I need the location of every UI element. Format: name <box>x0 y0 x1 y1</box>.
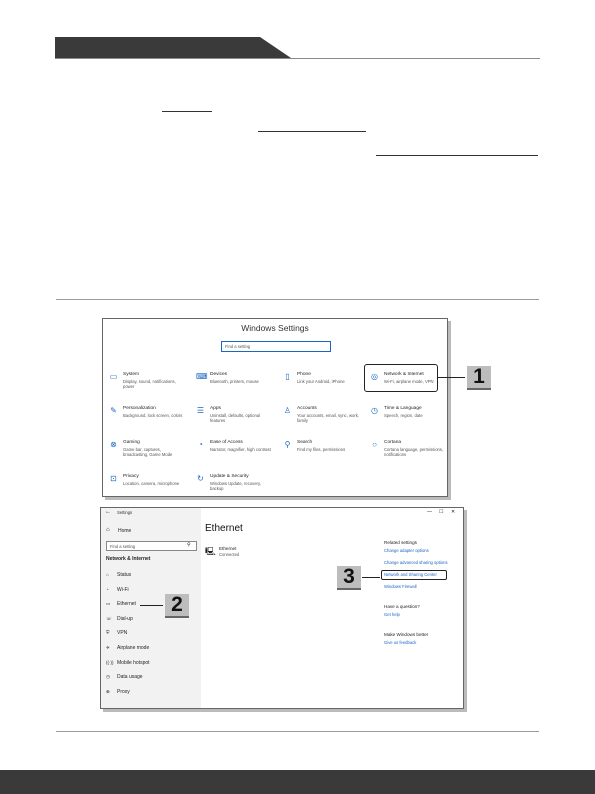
adapter-status: Connected <box>219 552 240 557</box>
tile-name: Cortana <box>384 440 402 445</box>
person-icon: ♙ <box>283 406 292 415</box>
link-get-help[interactable]: Get help <box>384 612 400 617</box>
titlebar-label: Settings <box>117 510 133 515</box>
tile-desc: Background, lock screen, colors <box>123 413 183 418</box>
xbox-icon: ⊗ <box>110 440 117 449</box>
search-icon: ⚲ <box>187 542 191 548</box>
link-change-advanced-sharing[interactable]: Change advanced sharing options <box>384 560 448 565</box>
tile-name: Search <box>297 440 313 445</box>
tile-desc: Speech, region, date <box>384 413 423 418</box>
sidebar-item[interactable]: Ethernet <box>117 601 136 608</box>
callout-2-badge: 2 <box>165 594 189 618</box>
sidebar-item[interactable]: Proxy <box>117 688 130 695</box>
tile-desc: Windows Update, recovery, backup <box>210 481 261 491</box>
cortana-icon: ○ <box>372 440 377 449</box>
settings-tile[interactable] <box>283 406 363 432</box>
nav-icon: ✈ <box>106 645 110 650</box>
better-heading: Make Windows better <box>384 632 429 637</box>
brush-icon: ✎ <box>110 406 117 415</box>
related-heading: Related settings <box>384 540 417 545</box>
tile-name: System <box>123 372 139 377</box>
settings-title: Windows Settings <box>241 323 309 333</box>
settings-tile[interactable] <box>370 406 450 432</box>
tile-name: Personalization <box>123 406 156 411</box>
tile-desc: Display, sound, notifications, power <box>123 379 176 389</box>
tile-name: Devices <box>210 372 228 377</box>
tile-desc: Narrator, magnifier, high contrast <box>210 447 271 452</box>
section-divider-bottom <box>56 731 539 732</box>
close-icon[interactable]: ✕ <box>451 509 456 515</box>
tile-desc: Bluetooth, printers, mouse <box>210 379 259 384</box>
page-title: Ethernet <box>205 523 243 534</box>
settings-tile[interactable] <box>196 474 276 500</box>
home-icon[interactable]: ⌂ <box>106 527 110 533</box>
text-underline-3 <box>376 155 538 156</box>
callout-3-badge: 3 <box>337 566 361 590</box>
callout-3-line <box>362 577 380 578</box>
sidebar-item[interactable]: Dial-up <box>117 615 133 622</box>
nav-icon: ⛨ <box>106 630 110 636</box>
settings-tile[interactable] <box>283 372 363 398</box>
tile-name: Gaming <box>123 440 140 445</box>
callout-2-line <box>140 605 163 606</box>
sidebar-item[interactable]: VPN <box>117 630 128 637</box>
callout-1-badge: 1 <box>467 366 491 390</box>
tile-name: Time & Language <box>384 406 422 411</box>
back-arrow-icon[interactable]: ← <box>105 509 111 515</box>
tile-desc: Cortana language, permissions, notifications <box>384 447 444 457</box>
tile-desc: Your accounts, email, sync, work, family <box>297 413 359 423</box>
monitor-icon: 🖳 <box>205 547 216 556</box>
settings-tile[interactable] <box>196 372 276 398</box>
link-change-adapter-options[interactable]: Change adapter options <box>384 548 429 553</box>
settings-tile[interactable] <box>370 440 450 466</box>
callout-1-line <box>437 377 465 378</box>
text-underline-2 <box>258 131 366 132</box>
maximize-icon[interactable]: ☐ <box>439 509 444 515</box>
settings-tile[interactable] <box>109 474 189 500</box>
tile-desc: Location, camera, microphone <box>123 481 180 486</box>
sidebar-section-title: Network & Internet <box>106 556 151 562</box>
tile-desc: Uninstall, defaults, optional features <box>210 413 261 423</box>
nav-icon: ⊕ <box>106 688 110 694</box>
windows-settings-screenshot <box>102 318 448 497</box>
tile-name: Apps <box>210 406 221 411</box>
link-give-feedback[interactable]: Give us feedback <box>384 640 417 645</box>
settings-tile[interactable] <box>196 406 276 432</box>
sidebar-search-placeholder: Find a setting <box>110 543 136 549</box>
nav-icon: ▭ <box>106 601 111 607</box>
settings-tile[interactable] <box>109 440 189 466</box>
tile-name: Network & Internet <box>384 372 424 377</box>
ethernet-settings-screenshot <box>100 507 464 709</box>
sidebar-item[interactable]: Status <box>117 572 132 578</box>
settings-search-placeholder: Find a setting <box>225 344 251 349</box>
settings-search-input[interactable] <box>221 341 331 352</box>
apps-icon: ☰ <box>196 406 205 415</box>
settings-tile[interactable] <box>109 372 189 398</box>
tile-name: Ease of Access <box>210 440 243 445</box>
nav-icon: ☏ <box>106 615 112 621</box>
tile-desc: Wi-Fi, airplane mode, VPN <box>384 379 434 384</box>
text-underline-1 <box>162 111 212 112</box>
ease-icon: ◔ <box>198 440 203 449</box>
settings-tile[interactable] <box>283 440 363 466</box>
question-heading: Have a question? <box>384 604 420 609</box>
sidebar-item[interactable]: Airplane mode <box>117 645 150 651</box>
minimize-icon[interactable]: — <box>427 509 432 515</box>
tile-name: Privacy <box>123 474 139 479</box>
lock-icon: ⊡ <box>110 474 117 483</box>
home-link[interactable]: Home <box>118 528 132 534</box>
tile-name: Phone <box>297 372 311 377</box>
tile-desc: Link your Android, iPhone <box>297 379 345 384</box>
network-tile-highlight <box>364 364 438 392</box>
adapter-name[interactable]: Ethernet <box>219 546 237 551</box>
nav-icon: ◷ <box>106 674 110 680</box>
nav-icon: ⌂ <box>106 572 109 577</box>
laptop-icon: ▭ <box>109 372 118 381</box>
footer-bar <box>0 770 595 794</box>
settings-tile[interactable] <box>109 406 189 432</box>
tile-desc: Game bar, captures, broadcasting, Game Mode <box>123 447 173 457</box>
section-divider-top <box>56 299 539 300</box>
link-windows-firewall[interactable]: Windows Firewall <box>384 584 417 589</box>
sidebar-item[interactable]: Data usage <box>117 674 143 681</box>
settings-tile[interactable] <box>196 440 276 466</box>
refresh-icon: ↻ <box>197 474 204 483</box>
sidebar-search-input[interactable] <box>106 541 197 551</box>
globe-icon: ◎ <box>371 372 378 381</box>
link-network-sharing-center[interactable]: Network and Sharing Center <box>384 572 437 577</box>
tile-name: Accounts <box>297 406 317 411</box>
sidebar-item[interactable]: Mobile hotspot <box>117 659 150 666</box>
search-icon: ⚲ <box>284 440 291 449</box>
tile-name: Update & Security <box>210 474 249 479</box>
phone-icon: ▯ <box>285 372 290 381</box>
sidebar-item[interactable]: Wi-Fi <box>117 586 129 593</box>
tile-desc: Find my files, permissions <box>297 447 346 452</box>
clock-icon: ◷ <box>371 406 378 415</box>
keyboard-icon: ⌨ <box>196 372 208 381</box>
nav-icon: ◔ <box>106 586 109 592</box>
nav-icon: ((·)) <box>106 659 114 665</box>
header-tab <box>55 37 555 61</box>
